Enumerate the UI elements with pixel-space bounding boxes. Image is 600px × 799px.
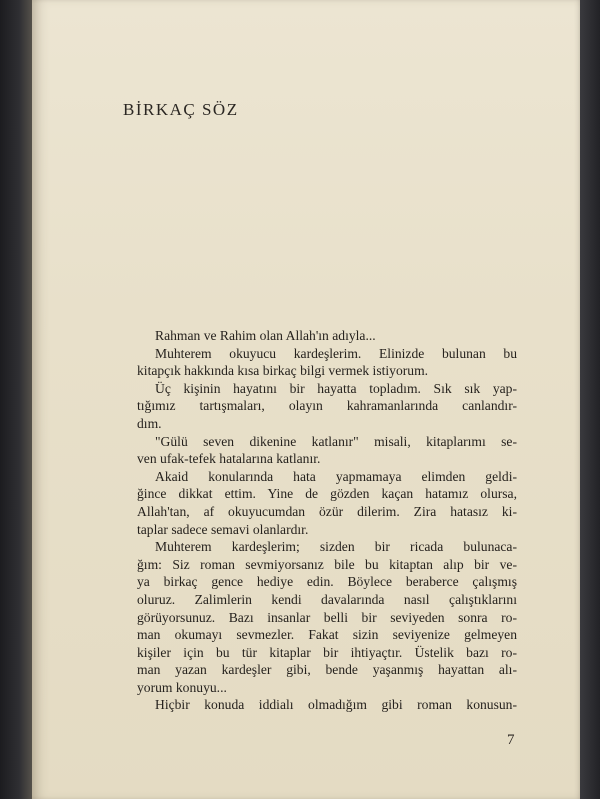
- text-line: yorum konuyu...: [137, 679, 227, 695]
- text-line: "Gülü seven dikenine katlanır" misali, kitaplarımı se-: [155, 433, 517, 449]
- book-edge-background: [580, 0, 600, 799]
- text-line: kitapçık hakkında kısa birkaç bilgi vermek istiyorum.: [137, 363, 429, 379]
- text-line: ven ufak-tefek hatalarına katlanır.: [137, 451, 321, 467]
- text-line: görüyorsunuz. Bazı insanlar belli bir seviyeden sonra ro-: [137, 609, 517, 625]
- book-spine-shadow: [0, 0, 32, 799]
- text-line: oluruz. Zalimlerin kendi davalarında nasıl çalıştıklarını: [137, 591, 517, 607]
- text-line: Muhterem kardeşlerim; sizden bir ricada bulunaca-: [155, 539, 517, 555]
- text-line: ğım: Siz roman sevmiyorsanız bile bu kitaptan alıp bir ve-: [137, 556, 517, 572]
- text-line: man okumayı sevmezler. Fakat sizin seviyenize gelmeyen: [137, 627, 517, 643]
- text-line: Rahman ve Rahim olan Allah'ın adıyla...: [155, 328, 376, 343]
- text-line: Hiçbir konuda iddialı olmadığım gibi roman konusun-: [155, 697, 517, 713]
- text-line: dım.: [137, 415, 162, 431]
- body-text: [137, 327, 517, 714]
- text-line: ğince dikkat ettim. Yine de gözden kaçan hatamız olursa,: [137, 486, 517, 502]
- text-line: kişiler için bu tür kitaplar bir ihtiyaçtır. Üstelik bazı ro-: [137, 644, 517, 660]
- text-line: Akaid konularında hata yapmamaya elimden geldi-: [155, 468, 517, 484]
- text-line: tığımız tartışmaları, olayın kahramanlarında canlandır-: [137, 398, 517, 414]
- text-line: taplar sadece semavi olanlardır.: [137, 521, 309, 537]
- text-line: Üç kişinin hayatını bir hayatta topladım. Sık sık yap-: [155, 380, 517, 396]
- page-number: 7: [507, 732, 515, 748]
- text-line: ya birkaç gence hediye edin. Böylece beraberce çalışmış: [137, 574, 517, 590]
- text-line: man yazan kardeşler gibi, bende yaşanmış hayattan alı-: [137, 662, 517, 678]
- section-heading: BİRKAÇ SÖZ: [123, 100, 239, 119]
- text-line: Muhterem okuyucu kardeşlerim. Elinizde bulunan bu: [155, 345, 517, 361]
- text-line: Allah'tan, af okuyucumdan özür dilerim. Zira hatasız ki-: [137, 503, 517, 519]
